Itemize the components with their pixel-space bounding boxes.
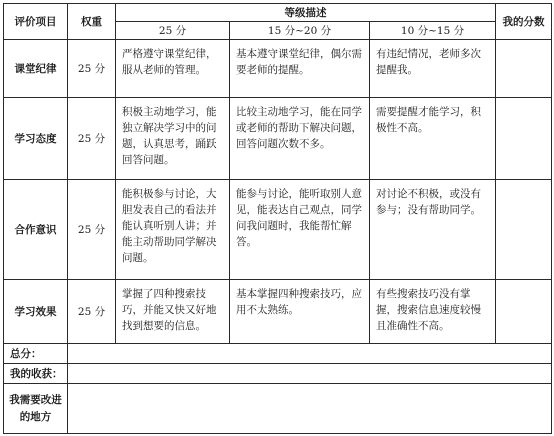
row-desc-15-20: 能参与讨论，能听取别人意见，能表达自己观点，同学问我问题时，我能帮忙解答。 bbox=[230, 180, 370, 280]
header-score: 我的分数 bbox=[496, 4, 552, 40]
header-level: 等级描述 bbox=[116, 4, 496, 22]
header-row-top bbox=[4, 4, 552, 22]
row-desc-25: 能积极参与讨论，大胆发表自己的看法并能认真听别人讲；并能主动帮助同学解决问题。 bbox=[116, 180, 230, 280]
table-row bbox=[4, 98, 552, 180]
level-25: 25 分 bbox=[116, 22, 230, 40]
row-desc-10-15: 有些搜索技巧没有掌握，搜索信息速度较慢且准确性不高。 bbox=[370, 280, 496, 344]
row-score-cell[interactable] bbox=[496, 98, 552, 180]
row-weight: 25 分 bbox=[68, 280, 116, 344]
improve-label-line1: 我需要改进 bbox=[9, 393, 62, 406]
improve-label-line2: 的地方 bbox=[19, 410, 52, 423]
row-item: 学习效果 bbox=[4, 280, 68, 344]
row-desc-15-20: 基本掌握四种搜索技巧，应用不太熟练。 bbox=[230, 280, 370, 344]
row-weight: 25 分 bbox=[68, 40, 116, 98]
row-weight: 25 分 bbox=[68, 98, 116, 180]
row-weight: 25 分 bbox=[68, 180, 116, 280]
total-row bbox=[4, 344, 552, 364]
total-label: 总分： bbox=[4, 344, 68, 364]
row-desc-25: 掌握了四种搜索技巧，并能又快又好地找到想要的信息。 bbox=[116, 280, 230, 344]
row-desc-15-20: 基本遵守课堂纪律，偶尔需要老师的提醒。 bbox=[230, 40, 370, 98]
table-row bbox=[4, 180, 552, 280]
improve-input[interactable] bbox=[68, 384, 552, 434]
header-item: 评价项目 bbox=[4, 4, 68, 40]
gain-row bbox=[4, 364, 552, 384]
total-input[interactable] bbox=[68, 344, 552, 364]
table-row bbox=[4, 40, 552, 98]
row-desc-10-15: 对讨论不积极，或没有参与；没有帮助同学。 bbox=[370, 180, 496, 280]
table-row bbox=[4, 280, 552, 344]
row-desc-10-15: 有违纪情况，老师多次提醒我。 bbox=[370, 40, 496, 98]
row-score-cell[interactable] bbox=[496, 180, 552, 280]
row-score-cell[interactable] bbox=[496, 280, 552, 344]
row-desc-10-15: 需要提醒才能学习，积极性不高。 bbox=[370, 98, 496, 180]
row-item: 学习态度 bbox=[4, 98, 68, 180]
level-15-20: 15 分~20 分 bbox=[230, 22, 370, 40]
row-item: 合作意识 bbox=[4, 180, 68, 280]
row-desc-25: 严格遵守课堂纪律，服从老师的管理。 bbox=[116, 40, 230, 98]
header-weight: 权重 bbox=[68, 4, 116, 40]
evaluation-table bbox=[3, 3, 552, 434]
level-10-15: 10 分~15 分 bbox=[370, 22, 496, 40]
gain-label: 我的收获： bbox=[4, 364, 68, 384]
row-desc-15-20: 比较主动地学习，能在同学或老师的帮助下解决问题，回答问题次数不多。 bbox=[230, 98, 370, 180]
improve-label bbox=[4, 384, 68, 434]
improve-row bbox=[4, 384, 552, 434]
row-desc-25: 积极主动地学习，能独立解决学习中的问题，认真思考，踊跃回答问题。 bbox=[116, 98, 230, 180]
gain-input[interactable] bbox=[68, 364, 552, 384]
row-score-cell[interactable] bbox=[496, 40, 552, 98]
row-item: 课堂纪律 bbox=[4, 40, 68, 98]
